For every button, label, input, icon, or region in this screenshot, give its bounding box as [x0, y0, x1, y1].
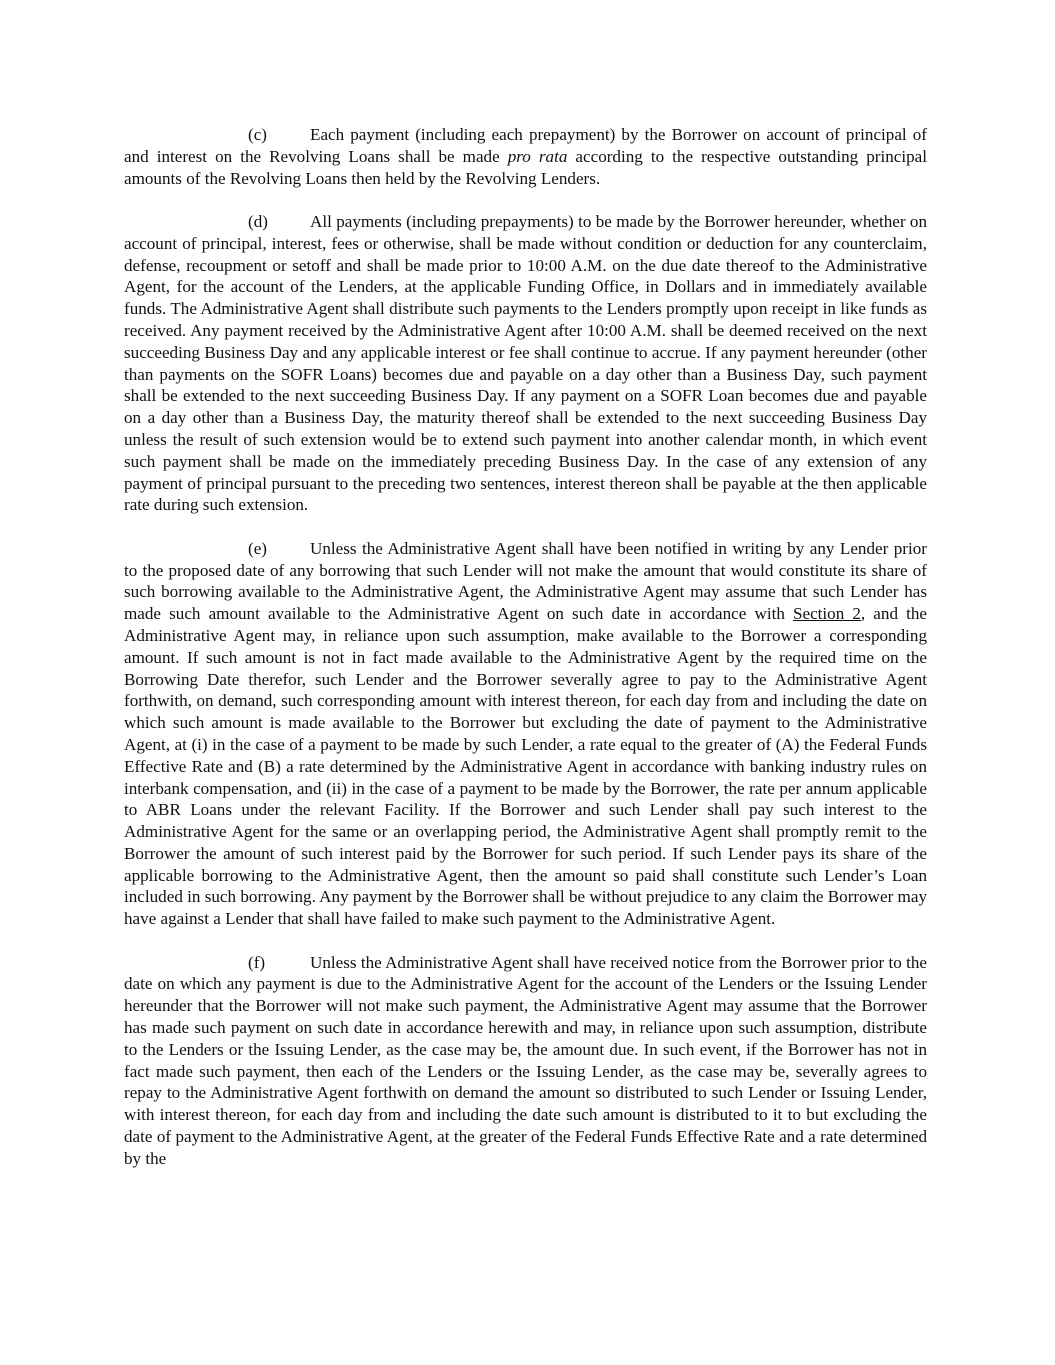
paragraph-label-f: (f) [248, 952, 266, 972]
paragraph-c-italic-phrase: pro rata [507, 146, 568, 166]
paragraph-label-d: (d) [248, 211, 268, 231]
paragraph-f [124, 952, 927, 1170]
paragraph-c-text-1: Each payment (including each prepayment) by the Borrower on account of principal of and interest on the Revolving Loans shall be made [124, 125, 927, 166]
paragraph-f-text: Unless the Administrative Agent shall have received notice from the Borrower prior to the date on which any payment is due to the Administrative Agent for the account of the Lenders or the Issuing Lender hereunder that the Borrower will not make such payment, the Administrative Agent may assume that the Borrower has made such payment on such date in accordance herewith and may, in reliance upon such assumption, distribute to the Lenders or the Issuing Lender, as the case may be, the amount due. In such event, if the Borrower has not in fact made such payment, then each of the Lenders or the Issuing Lender, as the case may be, severally agrees to repay to the Administrative Agent forthwith on demand the amount so distributed to such Lender or Issuing Lender, with interest thereon, for each day from and including the date such amount is distributed to it to but excluding the date of payment to the Administrative Agent, at the greater of the Federal Funds Effective Rate and a rate determined by the [124, 952, 927, 1168]
paragraph-e [124, 538, 927, 930]
section-reference-link[interactable]: Section 2 [792, 604, 861, 624]
paragraph-e-text-2: , and the Administrative Agent may, in reliance upon such assumption, make available to the Borrower a corresponding amount. If such amount is not in fact made available to the Administrative Agent by the required time on the Borrowing Date therefor, such Lender and the Borrower severally agree to pay to the Administrative Agent forthwith, on demand, such corresponding amount with interest thereon, for each day from and including the date on which such amount is made available to the Borrower but excluding the date of payment to the Administrative Agent, at (i) in the case of a payment to be made by such Lender, a rate equal to the greater of (A) the Federal Funds Effective Rate and (B) a rate determined by the Administrative Agent in accordance with banking industry rules on interbank compensation, and (ii) in the case of a payment to be made by the Borrower, the rate per annum applicable to ABR Loans under the relevant Facility. If the Borrower and such Lender shall pay such interest to the Administrative Agent for the same or an overlapping period, the Administrative Agent shall promptly remit to the Borrower the amount of such interest paid by the Borrower for such period. If such Lender pays its share of the applicable borrowing to the Administrative Agent, then the amount so paid shall constitute such Lender’s Loan included in such borrowing. Any payment by the Borrower shall be without prejudice to any claim the Borrower may have against a Lender that shall have failed to make such payment to the Administrative Agent. [124, 604, 927, 929]
paragraph-d [124, 211, 927, 516]
paragraph-label-e: (e) [248, 538, 267, 558]
document-page [124, 124, 927, 1191]
paragraph-c-text-2: according to the respective outstanding principal amounts of the Revolving Loans then held by the Revolving Lenders. [124, 146, 927, 188]
paragraph-label-c: (c) [248, 125, 267, 144]
paragraph-e-text-1: Unless the Administrative Agent shall have been notified in writing by any Lender prior to the proposed date of any borrowing that such Lender will not make the amount that would constitute its share of such borrowing available to the Administrative Agent, the Administrative Agent may assume that such Lender has made such amount available to the Administrative Agent on such date in accordance with [124, 538, 927, 624]
paragraph-d-text: All payments (including prepayments) to be made by the Borrower hereunder, whether on account of principal, interest, fees or otherwise, shall be made without condition or deduction for any counterclaim, defense, recoupment or setoff and shall be made prior to 10:00 A.M. on the due date thereof to the Administrative Agent, for the account of the Lenders, at the applicable Funding Office, in Dollars and in immediately available funds. The Administrative Agent shall distribute such payments to the Lenders promptly upon receipt in like funds as received. Any payment received by the Administrative Agent after 10:00 A.M. shall be deemed received on the next succeeding Business Day and any applicable interest or fee shall continue to accrue. If any payment hereunder (other than payments on the SOFR Loans) becomes due and payable on a day other than a Business Day, such payment shall be extended to the next succeeding Business Day. If any payment on a SOFR Loan becomes due and payable on a day other than a Business Day, the maturity thereof shall be extended to the next succeeding Business Day unless the result of such extension would be to extend such payment into another calendar month, in which event such payment shall be made on the immediately preceding Business Day. In the case of any extension of any payment of principal pursuant to the preceding two sentences, interest thereon shall be payable at the then applicable rate during such extension. [124, 211, 927, 515]
paragraph-c [124, 124, 927, 189]
